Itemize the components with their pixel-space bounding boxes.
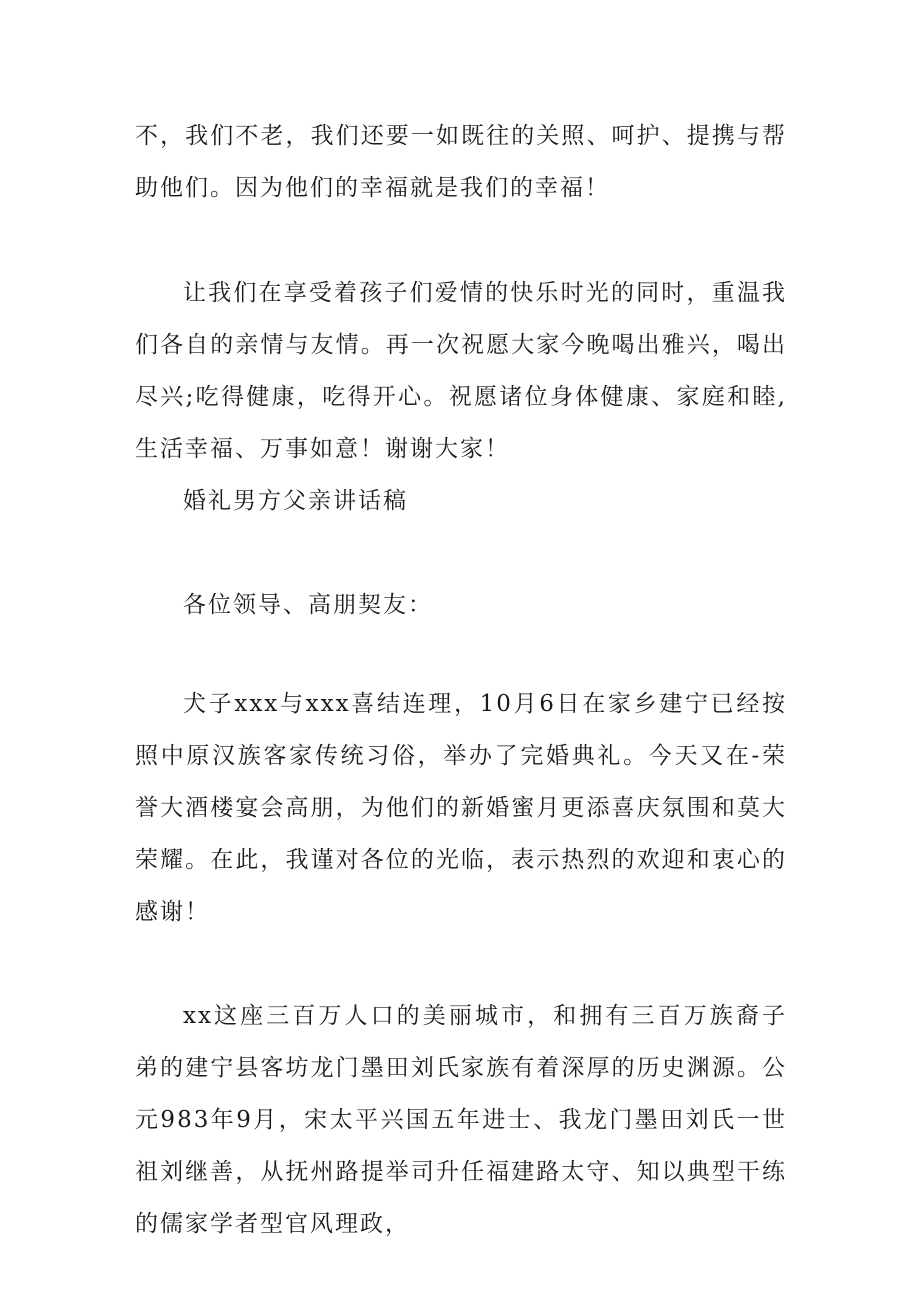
paragraph-family-history: xx这座三百万人口的美丽城市，和拥有三百万族裔子弟的建宁县客坊龙门墨田刘氏家族有着深厚的历史渊源。公元983年9月，宋太平兴国五年进士、我龙门墨田刘氏一世祖刘继善，从抚州路提举司升任福建路太守、知以典型干练的儒家学者型官风理政， [135, 1003, 787, 1237]
paragraph-continuation: 不，我们不老，我们还要一如既往的关照、呵护、提携与帮助他们。因为他们的幸福就是我们的幸福！ [135, 123, 787, 201]
salutation: 各位领导、高朋契友： [183, 592, 433, 618]
document-page [135, 110, 787, 1250]
paragraph-wedding-announcement: 犬子xxx与xxx喜结连理，10月6日在家乡建宁已经按照中原汉族客家传统习俗，举办了完婚典礼。今天又在-荣誉大酒楼宴会高朋，为他们的新婚蜜月更添喜庆氛围和莫大荣耀。在此，我谨对各位的光临，表示热烈的欢迎和衷心的感谢！ [135, 691, 787, 925]
paragraph-blessing: 让我们在享受着孩子们爱情的快乐时光的同时，重温我们各自的亲情与友情。再一次祝愿大家今晚喝出雅兴，喝出尽兴;吃得健康，吃得开心。祝愿诸位身体健康、家庭和睦,生活幸福、万事如意！谢谢大家！ [135, 280, 787, 462]
section-title: 婚礼男方父亲讲话稿 [183, 488, 408, 514]
